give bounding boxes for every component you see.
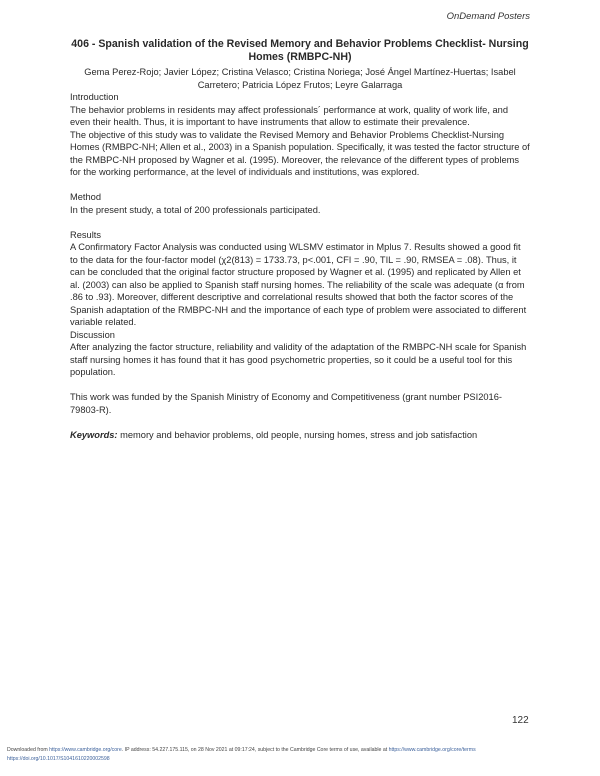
series-label: OnDemand Posters [446,11,530,22]
page-number: 122 [512,715,529,726]
keywords-label: Keywords: [70,429,118,440]
doi-link[interactable]: https://doi.org/10.1017/S1041610220002598 [7,756,110,762]
author-list: Gema Perez-Rojo; Javier López; Cristina Velasco; Cristina Noriega; José Ángel Martínez-Huertas; Isabel Carretero; Patricia López Frutos; Leyre Galarraga [84,67,516,90]
method-paragraph: In the present study, a total of 200 professionals participated. [70,204,321,215]
keywords-text: memory and behavior problems, old people, nursing homes, stress and job satisfaction [117,429,478,440]
discussion-heading: Discussion [70,329,115,340]
results-paragraph: A Confirmatory Factor Analysis was conducted using WLSMV estimator in Mplus 7. Results showed a good fit to the data for the four-factor model (χ2(813) = 1733.73, p<.001, CFI = .90, TIL = .90, RMSEA = .08). Thus, it can be concluded that the original factor structure proposed by Wagner et al. (1995) and replicated by Allen et al. (2003) can also be applied to Spanish staff nursing homes. The reliability of the scale was adequate (α from .86 to .93). Moreover, different descriptive and correlational results showed that both the factor scores of the Spanish adaptation of the RMBPC-NH and the importance of each type of problem were associated to different variable related. [70,242,527,327]
footer-downloaded-prefix: Downloaded from [7,747,50,753]
introduction-paragraph-2: The objective of this study was to validate the Revised Memory and Behavior Problems Checklist-Nursing Homes (RMBPC-NH; Allen et al., 2003) in a Spanish population. Specifically, it was tested the factor structure of the RMBPC-NH proposed by Wagner et al. (1995). Moreover, the relevance of the different types of problems for the working performance, at the level of individuals and institutions, was explored. [70,129,530,177]
footer-ip-text: . IP address: 54.227.175.115, on 28 Nov 2021 at 09:17:24, subject to the Cambridge Core terms of use, available at [121,747,389,753]
paper-title: 406 - Spanish validation of the Revised Memory and Behavior Problems Checklist- Nursing Homes (RMBPC-NH) [71,38,529,63]
keywords-line [70,429,530,442]
terms-link[interactable]: https://www.cambridge.org/core/terms [388,747,476,753]
cambridge-core-link[interactable]: https://www.cambridge.org/core [49,747,122,753]
introduction-heading: Introduction [70,92,119,102]
introduction-paragraph-1: The behavior problems in residents may affect professionals´ performance at work, quality of work life, and even their health. Thus, it is important to have instruments that allow to estimate their prevalence. [70,104,509,127]
discussion-paragraph: After analyzing the factor structure, reliability and validity of the adaptation of the RMBPC-NH scale for Spanish staff nursing homes it has found that it has good psychometric properties, so it could be a useful tool for this population. [70,342,527,377]
abstract-body [70,38,530,441]
download-footer [7,746,597,764]
funding-note: This work was funded by the Spanish Ministry of Economy and Competitiveness (grant number PSI2016-79803-R). [70,392,502,415]
method-heading: Method [70,192,102,202]
results-heading: Results [70,229,102,240]
